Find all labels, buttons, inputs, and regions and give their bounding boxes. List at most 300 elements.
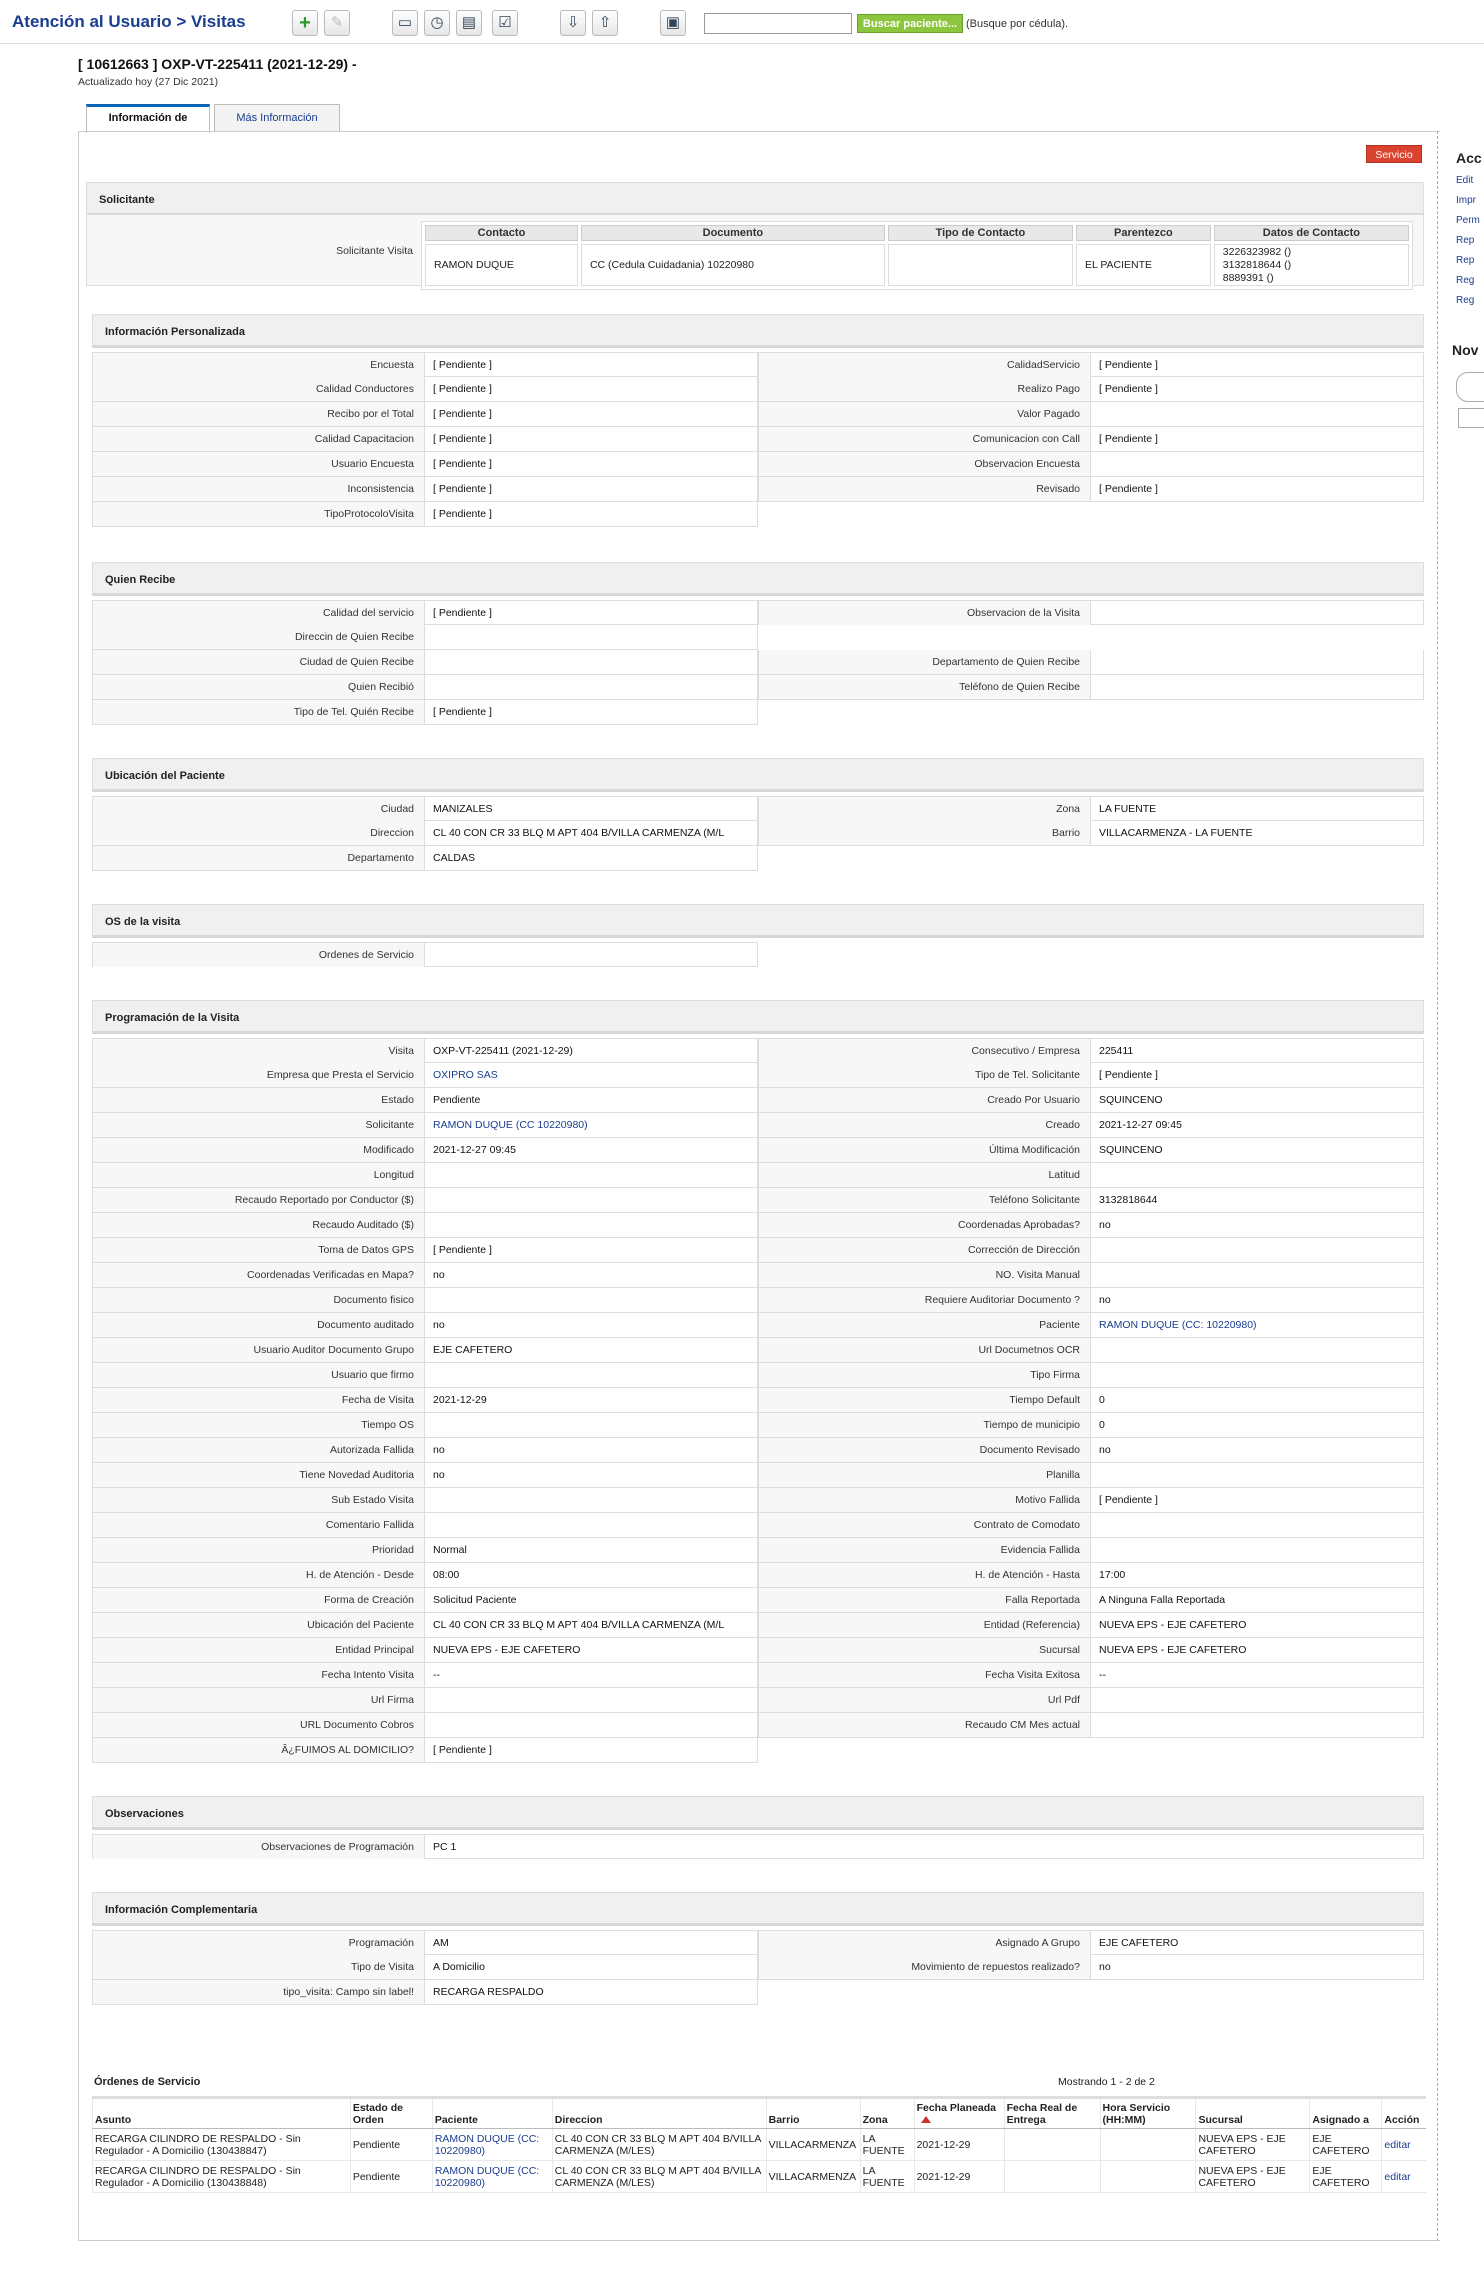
field-value [433, 675, 753, 699]
field-row [758, 600, 1424, 625]
col-sucursal[interactable]: Sucursal [1196, 2098, 1310, 2129]
col-direccion[interactable]: Direccion [552, 2098, 766, 2129]
sidebar-link[interactable]: Reg [1456, 295, 1475, 306]
field-row [92, 377, 758, 402]
col-fecha-real[interactable]: Fecha Real de Entrega [1004, 2098, 1100, 2129]
field-label: Movimiento de repuestos realizado? [759, 1955, 1091, 1979]
field-value: [ Pendiente ] [1099, 383, 1158, 395]
field-value: 17:00 [1099, 1569, 1126, 1581]
field-value: no [1099, 1444, 1111, 1456]
field-row [758, 452, 1424, 477]
field-value: no [1099, 1219, 1111, 1231]
col-asunto[interactable]: Asunto [93, 2098, 351, 2129]
field-value: [ Pendiente ] [433, 508, 492, 520]
field-value: 225411 [1099, 1045, 1134, 1057]
field-value: 08:00 [433, 1569, 460, 1581]
field-label: Observacion de la Visita [759, 601, 1091, 625]
field-label: Última Modificación [759, 1138, 1091, 1162]
field-row [92, 1363, 758, 1388]
field-value: PC 1 [433, 1841, 457, 1853]
col-asignado[interactable]: Asignado a [1310, 2098, 1382, 2129]
record-title: [ 10612663 ] OXP-VT-225411 (2021-12-29) - [78, 56, 357, 72]
field-row [92, 1638, 758, 1663]
table-cell: EJE CAFETERO [1310, 2129, 1382, 2161]
field-value: [ Pendiente ] [433, 433, 492, 445]
field-value: 2021-12-27 09:45 [1099, 1119, 1182, 1131]
field-label: Calidad del servicio [93, 601, 425, 625]
field-label: Ordenes de Servicio [93, 943, 425, 967]
field-value: RAMON DUQUE (CC: 10220980) [1099, 1319, 1257, 1331]
field-label: Zona [759, 797, 1091, 821]
field-row [758, 1338, 1424, 1363]
field-label: TipoProtocoloVisita [93, 502, 425, 526]
field-label: URL Documento Cobros [93, 1713, 425, 1737]
field-value [1099, 1688, 1419, 1712]
field-value: 3132818644 [1099, 1194, 1158, 1206]
field-label: Longitud [93, 1163, 425, 1187]
field-label: Fecha de Visita [93, 1388, 425, 1412]
field-row [92, 1138, 758, 1163]
field-value [1099, 1163, 1419, 1187]
field-label: Departamento [93, 846, 425, 870]
field-value [433, 1288, 753, 1312]
field-label: Observaciones de Programación [93, 1835, 425, 1859]
field-label: Teléfono de Quien Recibe [759, 675, 1091, 699]
breadcrumb[interactable]: Atención al Usuario > Visitas [12, 12, 246, 31]
field-value: no [433, 1469, 445, 1481]
section-header [92, 1000, 1424, 1034]
field-label: Calidad Capacitacion [93, 427, 425, 451]
monitor-icon[interactable]: ▣ [660, 10, 686, 36]
actions-sidebar [1456, 150, 1484, 306]
field-value: LA FUENTE [1099, 803, 1157, 815]
field-value: [ Pendiente ] [433, 408, 492, 420]
field-row [758, 1638, 1424, 1663]
field-label: Sub Estado Visita [93, 1488, 425, 1512]
field-row [758, 477, 1424, 502]
field-row [758, 427, 1424, 452]
sidebar-heading-2: Nov [1452, 342, 1479, 358]
field-row [92, 1513, 758, 1538]
field-label: Consecutivo / Empresa [759, 1039, 1091, 1063]
clipboard-icon[interactable]: ☑ [492, 10, 518, 36]
table-cell [1004, 2161, 1100, 2193]
table-cell [1100, 2129, 1196, 2161]
edit-icon[interactable]: ✎ [324, 10, 350, 36]
field-label: NO. Visita Manual [759, 1263, 1091, 1287]
field-label: Direccin de Quien Recibe [93, 625, 425, 649]
table-cell: 2021-12-29 [914, 2129, 1004, 2161]
field-value: [ Pendiente ] [433, 607, 492, 619]
field-row [92, 1413, 758, 1438]
field-row [758, 1238, 1424, 1263]
field-row [758, 1713, 1424, 1738]
table-row[interactable] [93, 2129, 1427, 2161]
field-row [758, 1138, 1424, 1163]
field-label: Tipo de Visita [93, 1955, 425, 1979]
table-cell[interactable]: RAMON DUQUE (CC: 10220980) [432, 2161, 552, 2193]
field-label: Direccion [93, 821, 425, 845]
col-fecha-planeada[interactable]: Fecha Planeada [914, 2098, 1004, 2129]
field-row [92, 1613, 758, 1638]
field-value: NUEVA EPS - EJE CAFETERO [433, 1644, 581, 1656]
field-row [758, 796, 1424, 821]
ordenes-body [93, 2129, 1427, 2193]
field-row [92, 502, 758, 527]
field-row [92, 1263, 758, 1288]
field-value [433, 1513, 753, 1537]
field-label: Creado Por Usuario [759, 1088, 1091, 1112]
sidebar-link[interactable]: Impr [1456, 195, 1476, 206]
field-label: Sucursal [759, 1638, 1091, 1662]
field-value: VILLACARMENZA - LA FUENTE [1099, 827, 1253, 839]
editar-link[interactable]: editar [1382, 2129, 1426, 2161]
field-label: Tiempo OS [93, 1413, 425, 1437]
field-label: Evidencia Fallida [759, 1538, 1091, 1562]
field-label: Realizo Pago [759, 377, 1091, 401]
field-label: Falla Reportada [759, 1588, 1091, 1612]
col-contacto: Contacto [425, 225, 578, 241]
field-value [1099, 1463, 1419, 1487]
field-row [92, 1463, 758, 1488]
col-paciente[interactable]: Paciente [432, 2098, 552, 2129]
field-label: Documento auditado [93, 1313, 425, 1337]
field-label: Teléfono Solicitante [759, 1188, 1091, 1212]
field-label: Revisado [759, 477, 1091, 501]
sidebar-toggle[interactable] [1456, 372, 1484, 402]
field-value: [ Pendiente ] [433, 359, 492, 371]
field-row [758, 1488, 1424, 1513]
field-row [92, 402, 758, 427]
field-label: Url Firma [93, 1688, 425, 1712]
phone-1: 3226323982 () [1222, 245, 1292, 258]
field-row [758, 1288, 1424, 1313]
import-icon[interactable]: ⇧ [592, 10, 618, 36]
export-icon[interactable]: ⇩ [560, 10, 586, 36]
field-value: CL 40 CON CR 33 BLQ M APT 404 B/VILLA CARMENZA (M/L [433, 1619, 725, 1631]
table-cell: Pendiente [350, 2129, 432, 2161]
field-label: Tipo de Tel. Solicitante [759, 1063, 1091, 1087]
field-row [92, 1063, 758, 1088]
field-row [758, 1463, 1424, 1488]
top-toolbar [0, 0, 1484, 44]
field-row [92, 427, 758, 452]
field-label: Tipo de Tel. Quién Recibe [93, 700, 425, 724]
field-value: OXIPRO SAS [433, 1069, 498, 1081]
field-label: Requiere Auditoriar Documento ? [759, 1288, 1091, 1312]
field-value: A Domicilio [433, 1961, 485, 1973]
document-icon[interactable]: ▤ [456, 10, 482, 36]
table-cell[interactable]: RAMON DUQUE (CC: 10220980) [432, 2129, 552, 2161]
field-row [758, 1113, 1424, 1138]
add-icon[interactable]: + [292, 10, 318, 36]
field-value [433, 1363, 753, 1387]
section-header-solicitante: Solicitante [86, 182, 1424, 216]
section-title: Quien Recibe [105, 574, 176, 586]
field-value [433, 1163, 753, 1187]
field-label: Observacion Encuesta [759, 452, 1091, 476]
table-cell: LA FUENTE [860, 2129, 914, 2161]
field-label: Motivo Fallida [759, 1488, 1091, 1512]
field-value: NUEVA EPS - EJE CAFETERO [1099, 1619, 1247, 1631]
col-tipo-contacto: Tipo de Contacto [888, 225, 1073, 241]
sidebar-input[interactable] [1458, 408, 1484, 428]
field-row [92, 1238, 758, 1263]
field-value [433, 1713, 753, 1737]
search-input[interactable] [704, 13, 852, 34]
tipo-cell [888, 244, 1073, 286]
section-title: Ubicación del Paciente [105, 770, 225, 782]
field-value: -- [433, 1669, 440, 1681]
field-value [1099, 1338, 1419, 1362]
sort-asc-icon [921, 2116, 931, 2123]
field-row [92, 700, 758, 725]
field-row [758, 1188, 1424, 1213]
field-label: Valor Pagado [759, 402, 1091, 426]
field-value [433, 943, 753, 967]
field-value: [ Pendiente ] [1099, 483, 1158, 495]
field-row [758, 1363, 1424, 1388]
field-value: SQUINCENO [1099, 1094, 1163, 1106]
field-value: [ Pendiente ] [433, 458, 492, 470]
field-row [92, 1113, 758, 1138]
ordenes-table [92, 2096, 1426, 2193]
field-label: Tiene Novedad Auditoria [93, 1463, 425, 1487]
section-title: Observaciones [105, 1808, 184, 1820]
contacto-cell: RAMON DUQUE [425, 244, 578, 286]
field-label: Estado [93, 1088, 425, 1112]
field-value: [ Pendiente ] [1099, 1069, 1158, 1081]
table-cell [1100, 2161, 1196, 2193]
section-header [92, 758, 1424, 792]
table-cell: NUEVA EPS - EJE CAFETERO [1196, 2129, 1310, 2161]
field-value [1099, 1238, 1419, 1262]
field-value [1099, 452, 1419, 476]
field-label: Planilla [759, 1463, 1091, 1487]
field-label: Â¿FUIMOS AL DOMICILIO? [93, 1738, 425, 1762]
field-label: Recaudo CM Mes actual [759, 1713, 1091, 1737]
window-icon[interactable]: ▭ [392, 10, 418, 36]
field-value: [ Pendiente ] [433, 1744, 492, 1756]
field-value: 0 [1099, 1419, 1105, 1431]
table-row[interactable] [93, 2161, 1427, 2193]
field-value: no [433, 1269, 445, 1281]
field-label: Recaudo Reportado por Conductor ($) [93, 1188, 425, 1212]
field-label: Autorizada Fallida [93, 1438, 425, 1462]
field-row [758, 650, 1424, 675]
field-row [92, 452, 758, 477]
field-row [92, 1388, 758, 1413]
field-row [92, 1834, 1424, 1859]
col-documento: Documento [581, 225, 885, 241]
field-value [1099, 1513, 1419, 1537]
field-value: no [1099, 1294, 1111, 1306]
col-barrio[interactable]: Barrio [766, 2098, 860, 2129]
field-row [92, 821, 758, 846]
ordenes-title: Órdenes de Servicio [94, 2076, 201, 2088]
field-row [92, 1488, 758, 1513]
field-row [92, 1688, 758, 1713]
field-value: Pendiente [433, 1094, 481, 1106]
field-label: Documento Revisado [759, 1438, 1091, 1462]
search-patient-button[interactable]: Buscar paciente... [857, 14, 963, 33]
field-row [758, 377, 1424, 402]
field-label: Recibo por el Total [93, 402, 425, 426]
field-label: Encuesta [93, 353, 425, 377]
field-value [1099, 650, 1419, 674]
field-value [433, 1188, 753, 1212]
field-label: CalidadServicio [759, 353, 1091, 377]
editar-link[interactable]: editar [1382, 2161, 1426, 2193]
field-label: Documento fisico [93, 1288, 425, 1312]
sidebar-link[interactable]: Reg [1456, 275, 1475, 286]
field-value: RECARGA RESPALDO [433, 1986, 544, 1998]
field-row [92, 1980, 758, 2005]
field-row [92, 1663, 758, 1688]
field-row [92, 1288, 758, 1313]
field-value: no [433, 1319, 445, 1331]
field-label: Modificado [93, 1138, 425, 1162]
field-label: Visita [93, 1039, 425, 1063]
field-row [92, 675, 758, 700]
field-label: Entidad Principal [93, 1638, 425, 1662]
field-value [433, 1213, 753, 1237]
field-value: SQUINCENO [1099, 1144, 1163, 1156]
section-header [92, 562, 1424, 596]
section-title: Información Personalizada [105, 326, 245, 338]
field-row [758, 1513, 1424, 1538]
section-header [92, 1796, 1424, 1830]
field-value: no [1099, 1961, 1111, 1973]
field-row [758, 1088, 1424, 1113]
table-cell: LA FUENTE [860, 2161, 914, 2193]
field-row [758, 1263, 1424, 1288]
field-label: Tiempo de municipio [759, 1413, 1091, 1437]
field-row [92, 477, 758, 502]
field-row [758, 675, 1424, 700]
field-label: tipo_visita: Campo sin label! [93, 1980, 425, 2004]
field-row [92, 625, 758, 650]
field-value [1099, 1263, 1419, 1287]
field-row [758, 1613, 1424, 1638]
section-title: Información Complementaria [105, 1904, 258, 1916]
field-value: [ Pendiente ] [433, 1244, 492, 1256]
col-zona[interactable]: Zona [860, 2098, 914, 2129]
field-value: [ Pendiente ] [1099, 1494, 1158, 1506]
field-value [1099, 1538, 1419, 1562]
field-label: Url Documetnos OCR [759, 1338, 1091, 1362]
field-value: [ Pendiente ] [433, 383, 492, 395]
field-value: no [433, 1444, 445, 1456]
field-row [92, 1930, 758, 1955]
field-label: Usuario Encuesta [93, 452, 425, 476]
field-row [92, 1188, 758, 1213]
table-cell: RECARGA CILINDRO DE RESPALDO - Sin Regulador - A Domicilio (130438848) [93, 2161, 351, 2193]
phone-3: 8889391 () [1222, 271, 1274, 284]
field-row [758, 1413, 1424, 1438]
sidebar-heading: Acc [1456, 150, 1482, 166]
field-label: Quien Recibió [93, 675, 425, 699]
field-value: [ Pendiente ] [1099, 433, 1158, 445]
field-row [758, 1563, 1424, 1588]
tab-informacion[interactable]: Información de [86, 104, 210, 133]
field-value: Normal [433, 1544, 467, 1556]
table-cell: 2021-12-29 [914, 2161, 1004, 2193]
col-datos-contacto: Datos de Contacto [1214, 225, 1409, 241]
field-row [92, 1438, 758, 1463]
field-row [92, 1038, 758, 1063]
sidebar-link[interactable]: Edit [1456, 175, 1474, 186]
col-parentezco: Parentezco [1076, 225, 1211, 241]
field-label: Recaudo Auditado ($) [93, 1213, 425, 1237]
field-label: Corrección de Dirección [759, 1238, 1091, 1262]
table-cell: VILLACARMENZA [766, 2129, 860, 2161]
table-cell [1004, 2129, 1100, 2161]
field-row [758, 821, 1424, 846]
field-label: Entidad (Referencia) [759, 1613, 1091, 1637]
col-hora-servicio[interactable]: Hora Servicio (HH:MM) [1100, 2098, 1196, 2129]
field-value: AM [433, 1937, 449, 1949]
field-value: A Ninguna Falla Reportada [1099, 1594, 1226, 1606]
field-row [758, 1955, 1424, 1980]
section-header [92, 1892, 1424, 1926]
table-cell: Pendiente [350, 2161, 432, 2193]
table-cell: VILLACARMENZA [766, 2161, 860, 2193]
search-hint: (Busque por cédula). [966, 18, 1069, 30]
field-label: Ciudad [93, 797, 425, 821]
field-row [92, 1338, 758, 1363]
tab-mas-informacion[interactable]: Más Información [214, 104, 340, 131]
field-label: Contrato de Comodato [759, 1513, 1091, 1537]
field-label: Latitud [759, 1163, 1091, 1187]
table-cell: RECARGA CILINDRO DE RESPALDO - Sin Regulador - A Domicilio (130438847) [93, 2129, 351, 2161]
field-label: Creado [759, 1113, 1091, 1137]
col-accion: Acción [1382, 2098, 1426, 2129]
field-row [92, 1163, 758, 1188]
field-value [433, 650, 753, 674]
field-value: Solicitud Paciente [433, 1594, 517, 1606]
field-row [92, 1538, 758, 1563]
field-row [92, 1088, 758, 1113]
sidebar-link[interactable]: Perm [1456, 215, 1480, 226]
clock-icon[interactable]: ◷ [424, 10, 450, 36]
field-label: Coordenadas Aprobadas? [759, 1213, 1091, 1237]
field-row [92, 1955, 758, 1980]
field-value: EJE CAFETERO [433, 1344, 513, 1356]
field-value: MANIZALES [433, 803, 493, 815]
field-label: Programación [93, 1931, 425, 1955]
sidebar-link[interactable]: Rep [1456, 235, 1475, 246]
field-row [758, 1388, 1424, 1413]
table-cell: EJE CAFETERO [1310, 2161, 1382, 2193]
field-label: Forma de Creación [93, 1588, 425, 1612]
field-value: NUEVA EPS - EJE CAFETERO [1099, 1644, 1247, 1656]
field-row [92, 796, 758, 821]
field-label: Calidad Conductores [93, 377, 425, 401]
table-cell: CL 40 CON CR 33 BLQ M APT 404 B/VILLA CARMENZA (M/LES) [552, 2161, 766, 2193]
field-value: [ Pendiente ] [433, 483, 492, 495]
col-estado[interactable]: Estado de Orden [350, 2098, 432, 2129]
field-value: OXP-VT-225411 (2021-12-29) [433, 1045, 573, 1057]
field-row [92, 1213, 758, 1238]
field-row [92, 942, 758, 967]
field-value: CL 40 CON CR 33 BLQ M APT 404 B/VILLA CARMENZA (M/L [433, 827, 725, 839]
field-row [758, 1313, 1424, 1338]
field-label: Url Pdf [759, 1688, 1091, 1712]
field-label: Paciente [759, 1313, 1091, 1337]
sidebar-link[interactable]: Rep [1456, 255, 1475, 266]
field-value [433, 625, 753, 649]
